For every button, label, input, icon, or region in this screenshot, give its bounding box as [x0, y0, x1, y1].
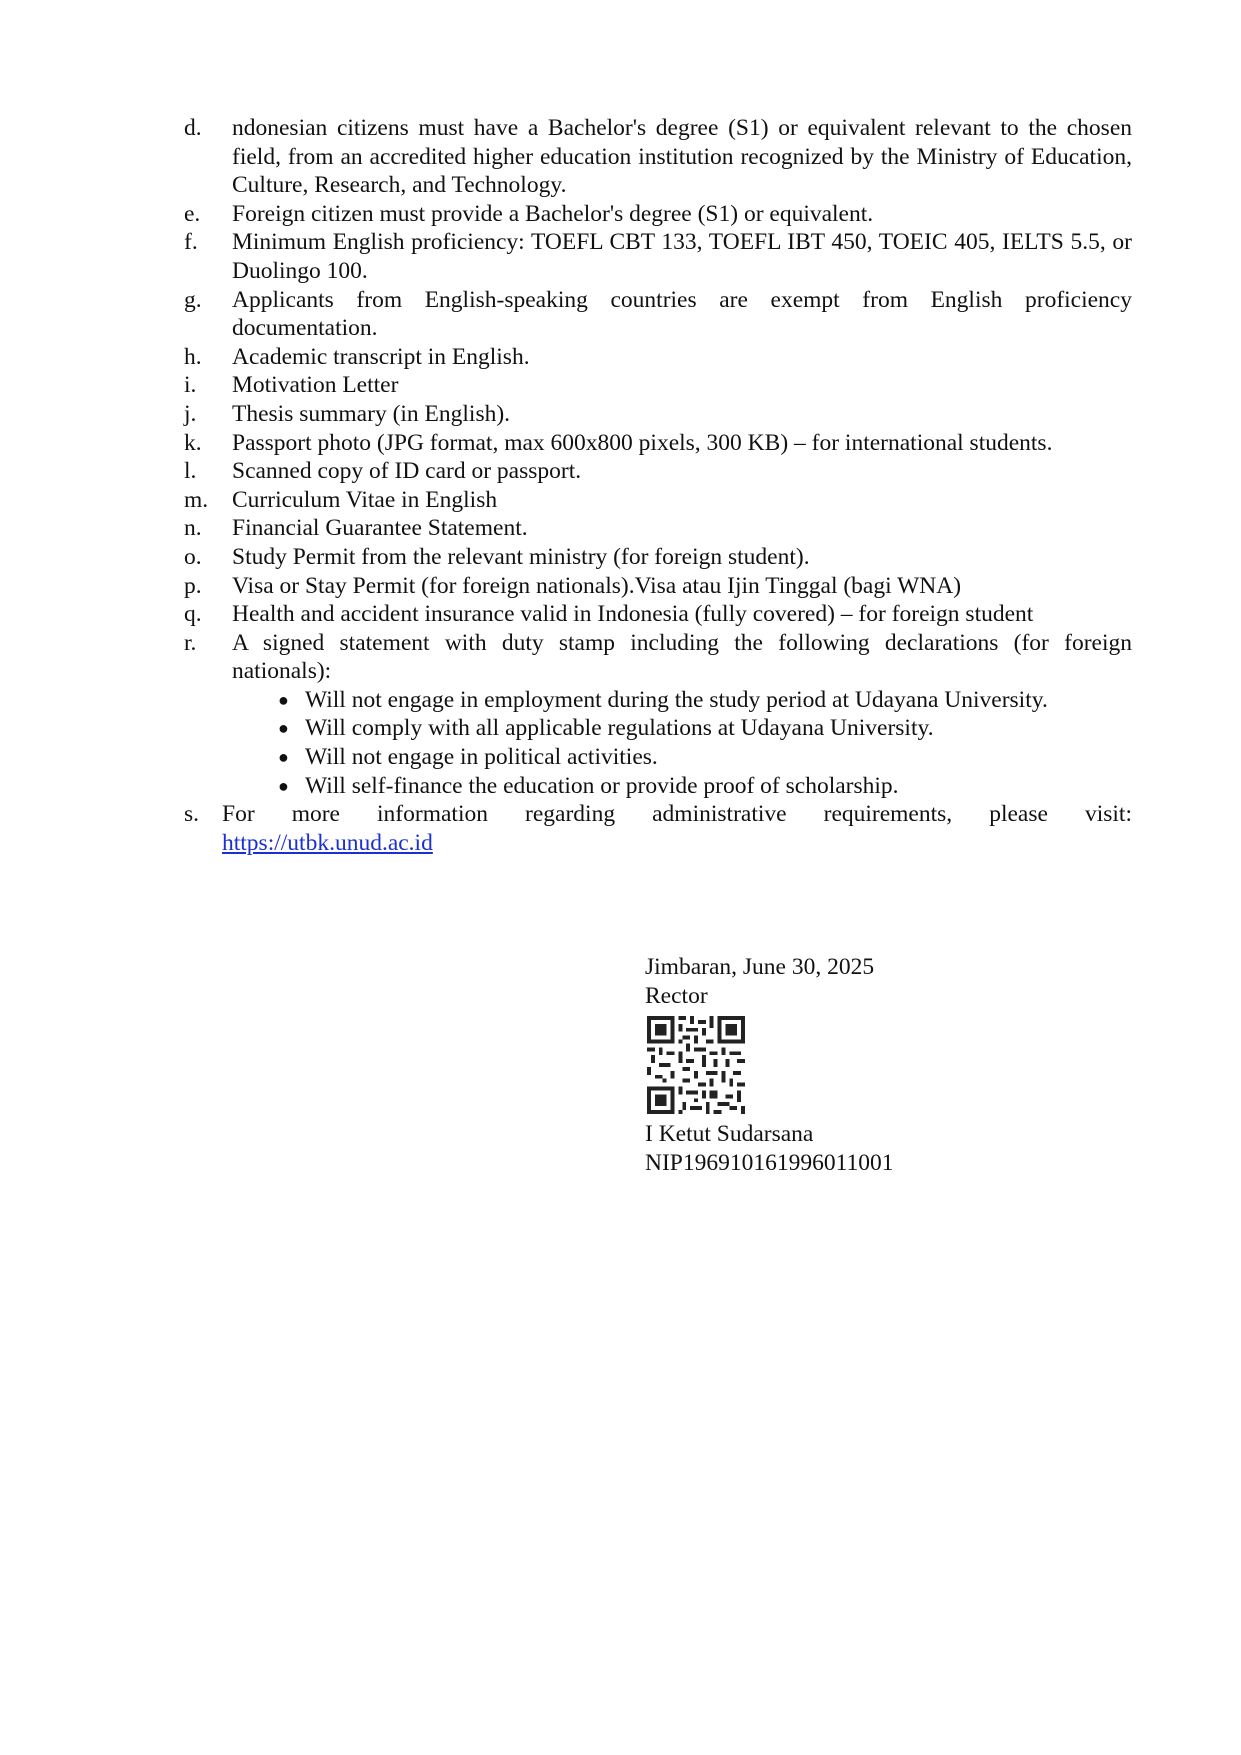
list-item-e: [184, 200, 1132, 229]
list-item-text: Study Permit from the relevant ministry (for foreign student).: [232, 543, 810, 570]
bullet-icon: ●: [278, 718, 289, 739]
list-item-q: [184, 600, 1132, 629]
list-marker: j.: [184, 400, 197, 427]
list-item-n: [184, 514, 1132, 543]
list-item-i: [184, 371, 1132, 400]
declaration-item: [232, 772, 1132, 801]
list-item-s: [184, 800, 1132, 829]
list-item-text: Visa or Stay Permit (for foreign nationals).Visa atau Ijin Tinggal (bagi WNA): [232, 572, 962, 599]
list-marker: d.: [184, 115, 202, 141]
bullet-icon: ●: [278, 689, 289, 710]
list-marker: g.: [184, 286, 202, 313]
list-marker: f.: [184, 229, 198, 256]
list-item-text: Thesis summary (in English).: [232, 400, 511, 427]
declaration-item: [232, 714, 1132, 743]
list-marker: m.: [184, 486, 209, 513]
list-marker: i.: [184, 372, 197, 399]
declaration-item: [232, 743, 1132, 772]
more-info-link-line: [184, 829, 1132, 858]
list-item-text: Scanned copy of ID card or passport.: [232, 458, 582, 485]
list-item-h: [184, 343, 1132, 372]
list-marker: p.: [184, 572, 202, 599]
list-item-r: [184, 629, 1132, 686]
signatory-position: Rector: [645, 982, 708, 1009]
declaration-text: Will self-finance the education or provide proof of scholarship.: [305, 772, 899, 799]
list-item-text: Financial Guarantee Statement.: [232, 515, 528, 542]
bullet-icon: ●: [278, 775, 289, 796]
utbk-website-link[interactable]: https://utbk.unud.ac.id: [222, 829, 433, 856]
declaration-text: Will not engage in political activities.: [305, 744, 658, 771]
list-marker: e.: [184, 200, 201, 227]
list-item-p: [184, 572, 1132, 601]
qr-code-signature-icon: [647, 1016, 745, 1114]
list-item-o: [184, 543, 1132, 572]
list-item-text: Academic transcript in English.: [232, 343, 530, 370]
list-item-g: [184, 286, 1132, 343]
list-item-k: [184, 429, 1132, 458]
list-item-text: Passport photo (JPG format, max 600x800 pixels, 300 KB) – for international students.: [232, 429, 1053, 456]
list-marker: h.: [184, 343, 202, 370]
declarations-list: [184, 686, 1132, 800]
signatory-name: I Ketut Sudarsana: [645, 1121, 814, 1148]
declaration-text: Will not engage in employment during the study period at Udayana University.: [305, 686, 1048, 713]
list-item-j: [184, 400, 1132, 429]
declaration-text: Will comply with all applicable regulations at Udayana University.: [305, 715, 934, 742]
list-item-text: ndonesian citizens must have a Bachelor's degree (S1) or equivalent relevant to the chosen field, from an accredited higher education institution recognized by the Ministry of Education, Culture, Research, and Technology.: [232, 115, 1132, 199]
signature-block: [645, 953, 894, 1177]
list-item-d: [184, 114, 1132, 200]
requirements-list: [184, 114, 1132, 857]
place-date: Jimbaran, June 30, 2025: [645, 954, 875, 980]
list-item-text: Foreign citizen must provide a Bachelor's degree (S1) or equivalent.: [232, 200, 874, 227]
list-marker: k.: [184, 429, 202, 456]
list-item-l: [184, 457, 1132, 486]
list-item-text: Motivation Letter: [232, 372, 399, 399]
list-item-text: Minimum English proficiency: TOEFL CBT 133, TOEFL IBT 450, TOEIC 405, IELTS 5.5, or Duolingo 100.: [232, 229, 1132, 284]
signatory-nip: NIP196910161996011001: [645, 1149, 894, 1176]
more-info-text: For more information regarding administrative requirements, please visit:: [222, 801, 1132, 828]
list-marker: q.: [184, 601, 202, 628]
list-item-text: Health and accident insurance valid in Indonesia (fully covered) – for foreign student: [232, 601, 1034, 628]
bullet-icon: ●: [278, 747, 289, 768]
list-item-text: A signed statement with duty stamp including the following declarations (for foreign nationals):: [232, 629, 1132, 685]
list-marker: n.: [184, 515, 202, 542]
list-marker: r.: [184, 629, 197, 656]
declaration-item: [232, 686, 1132, 715]
list-item-text: Applicants from English-speaking countries are exempt from English proficiency documentation.: [232, 286, 1132, 342]
list-marker: l.: [184, 458, 197, 485]
list-item-f: [184, 228, 1132, 285]
list-marker: o.: [184, 543, 202, 570]
list-item-m: [184, 486, 1132, 515]
list-item-text: Curriculum Vitae in English: [232, 486, 498, 513]
list-marker: s.: [184, 801, 200, 828]
